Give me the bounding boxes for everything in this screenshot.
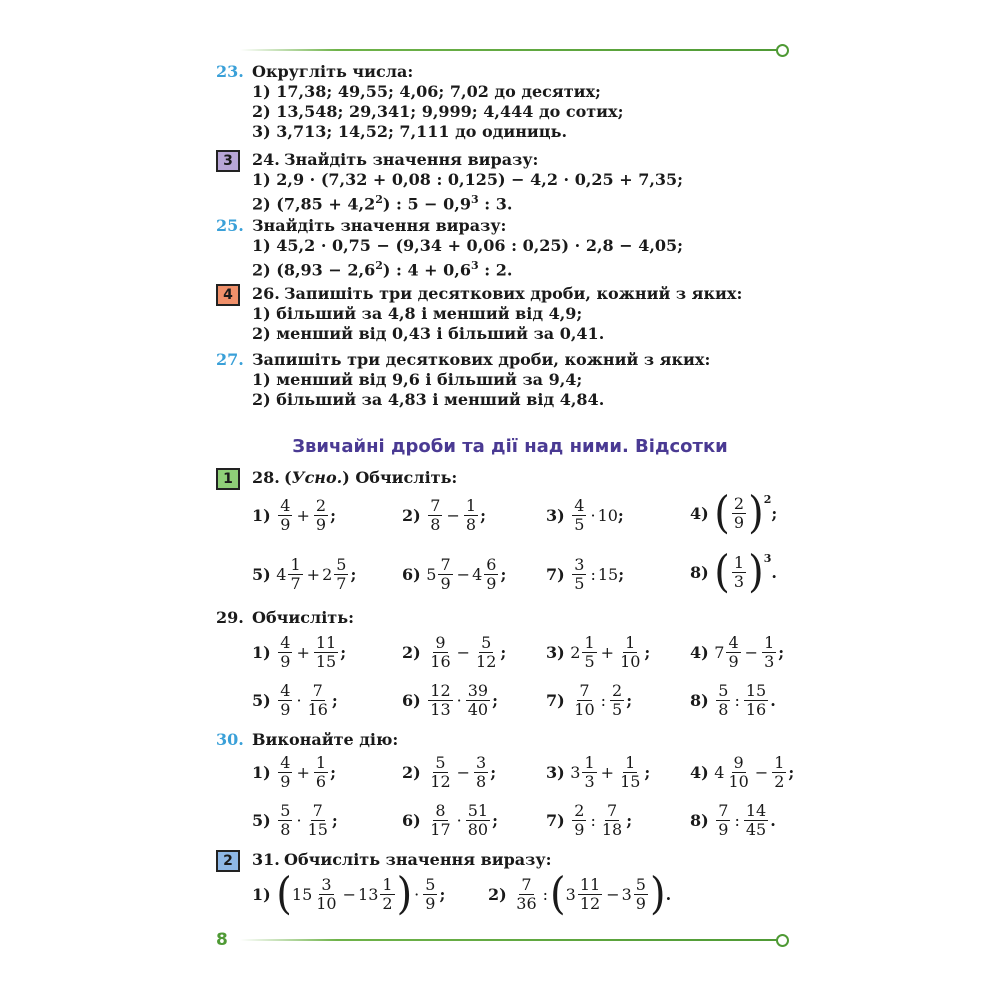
task-29-title: Обчисліть: — [252, 608, 354, 627]
task-25-title: Знайдіть значення виразу: — [252, 216, 507, 235]
task-26-line-1: 1) більший за 4,8 і менший від 4,9; — [252, 304, 583, 323]
task-29-item-6: 6) $\frac{12}{13}$ · $\frac{39}{40}$ ; — [402, 681, 498, 719]
task-23-line-2: 2) 13,548; 29,341; 9,999; 4,444 до сотих; — [252, 102, 624, 121]
task-27-line-2: 2) більший за 4,83 і менший від 4,84. — [252, 390, 605, 409]
task-30-number: 30. — [216, 730, 244, 749]
task-24-title: Знайдіть значення виразу: — [284, 150, 539, 169]
task-28-item-7: 7) $\frac{3}{5}$ : 15 ; — [546, 555, 625, 593]
bottom-rule-end-icon — [776, 934, 789, 947]
task-30-item-6: 6) $\frac{8}{17}$ · $\frac{51}{80}$ ; — [402, 801, 498, 839]
level-4-badge: 4 — [216, 284, 240, 306]
task-28-number: 28. — [252, 468, 280, 487]
task-29-item-1: 1) $\frac{4}{9}$ + $\frac{11}{15}$ ; — [252, 633, 347, 671]
task-27-number: 27. — [216, 350, 244, 369]
task-24-line-1: 1) 2,9 · (7,32 + 0,08 : 0,125) − 4,2 · 0,25 + 7,35; — [252, 170, 684, 189]
task-26-line-2: 2) менший від 0,43 і більший за 0,41. — [252, 324, 605, 343]
task-30-item-5: 5) $\frac{5}{8}$ · $\frac{7}{15}$ ; — [252, 801, 338, 839]
task-23-number: 23. — [216, 62, 244, 81]
task-30-item-4: 4) 4 $\frac{9}{10}$ − $\frac{1}{2}$ ; — [690, 753, 795, 791]
bottom-rule — [240, 939, 778, 941]
task-28-item-8: 8) ( $\frac{1}{3}$ ) $^3$ . — [690, 546, 777, 598]
task-23-title: Округліть числа: — [252, 62, 414, 81]
level-2-badge: 2 — [216, 850, 240, 872]
task-23-line-3: 3) 3,713; 14,52; 7,111 до одиниць. — [252, 122, 568, 141]
task-25-line-1: 1) 45,2 · 0,75 − (9,34 + 0,06 : 0,25) · 2,8 − 4,05; — [252, 236, 684, 255]
task-31-number: 31. — [252, 850, 280, 869]
task-27-title: Запишіть три десяткових дроби, кожний з яких: — [252, 350, 711, 369]
task-28-item-2: 2) $\frac{7}{8}$ − $\frac{1}{8}$ ; — [402, 496, 486, 534]
level-3-badge: 3 — [216, 150, 240, 172]
task-28-item-3: 3) $\frac{4}{5}$ · 10 ; — [546, 496, 624, 534]
task-31-title: Обчисліть значення виразу: — [284, 850, 552, 869]
task-24-number: 24. — [252, 150, 280, 169]
task-30-item-8: 8) $\frac{7}{9}$ : $\frac{14}{45}$ . — [690, 801, 776, 839]
level-1-badge: 1 — [216, 468, 240, 490]
task-29-item-7: 7) $\frac{7}{10}$ : $\frac{2}{5}$ ; — [546, 681, 633, 719]
task-28-item-4: 4) ( $\frac{2}{9}$ ) $^2$ ; — [690, 487, 778, 539]
task-25-line-2: 2) $(8,93 - 2,6^2)$ : $4 + 0,6^3$ : 2. — [252, 259, 513, 280]
task-25-number: 25. — [216, 216, 244, 235]
page-number: 8 — [216, 930, 228, 950]
task-28-item-1: 1) $\frac{4}{9}$ + $\frac{2}{9}$ ; — [252, 496, 336, 534]
task-29-item-2: 2) $\frac{9}{16}$ − $\frac{5}{12}$ ; — [402, 633, 507, 671]
task-29-item-3: 3) 2 $\frac{1}{5}$ + $\frac{1}{10}$ ; — [546, 633, 651, 671]
task-28-item-5: 5) 4 $\frac{1}{7}$ + 2 $\frac{5}{7}$ ; — [252, 555, 357, 593]
task-27-line-1: 1) менший від 9,6 і більший за 9,4; — [252, 370, 583, 389]
task-30-title: Виконайте дію: — [252, 730, 399, 749]
task-29-item-8: 8) $\frac{5}{8}$ : $\frac{15}{16}$ . — [690, 681, 776, 719]
task-29-item-5: 5) $\frac{4}{9}$ · $\frac{7}{16}$ ; — [252, 681, 338, 719]
task-23-line-1: 1) 17,38; 49,55; 4,06; 7,02 до десятих; — [252, 82, 601, 101]
task-30-item-2: 2) $\frac{5}{12}$ − $\frac{3}{8}$ ; — [402, 753, 497, 791]
top-rule — [240, 49, 778, 51]
task-26-number: 26. — [252, 284, 280, 303]
top-rule-end-icon — [776, 44, 789, 57]
section-heading: Звичайні дроби та дії над ними. Відсотки — [292, 436, 728, 457]
task-28-item-6: 6) 5 $\frac{7}{9}$ − 4 $\frac{6}{9}$ ; — [402, 555, 507, 593]
task-30-item-1: 1) $\frac{4}{9}$ + $\frac{1}{6}$ ; — [252, 753, 336, 791]
task-29-number: 29. — [216, 608, 244, 627]
task-31-item-1: 1) ( 15 $\frac{3}{10}$ − 13 $\frac{1}{2}$ ) · $\frac{5}{9}$ ; — [252, 868, 446, 920]
task-24-line-2: 2) $(7,85 + 4,2^2)$ : $5 - 0,9^3$ : 3. — [252, 193, 513, 214]
task-26-title: Запишіть три десяткових дроби, кожний з яких: — [284, 284, 743, 303]
task-30-item-7: 7) $\frac{2}{9}$ : $\frac{7}{18}$ ; — [546, 801, 633, 839]
task-30-item-3: 3) 3 $\frac{1}{3}$ + $\frac{1}{15}$ ; — [546, 753, 651, 791]
task-28-title: (Усно.) Обчисліть: — [284, 468, 458, 487]
task-29-item-4: 4) 7 $\frac{4}{9}$ − $\frac{1}{3}$ ; — [690, 633, 785, 671]
task-31-item-2: 2) $\frac{7}{36}$ : ( 3 $\frac{11}{12}$ − 3 $\frac{5}{9}$ ) . — [488, 868, 672, 920]
